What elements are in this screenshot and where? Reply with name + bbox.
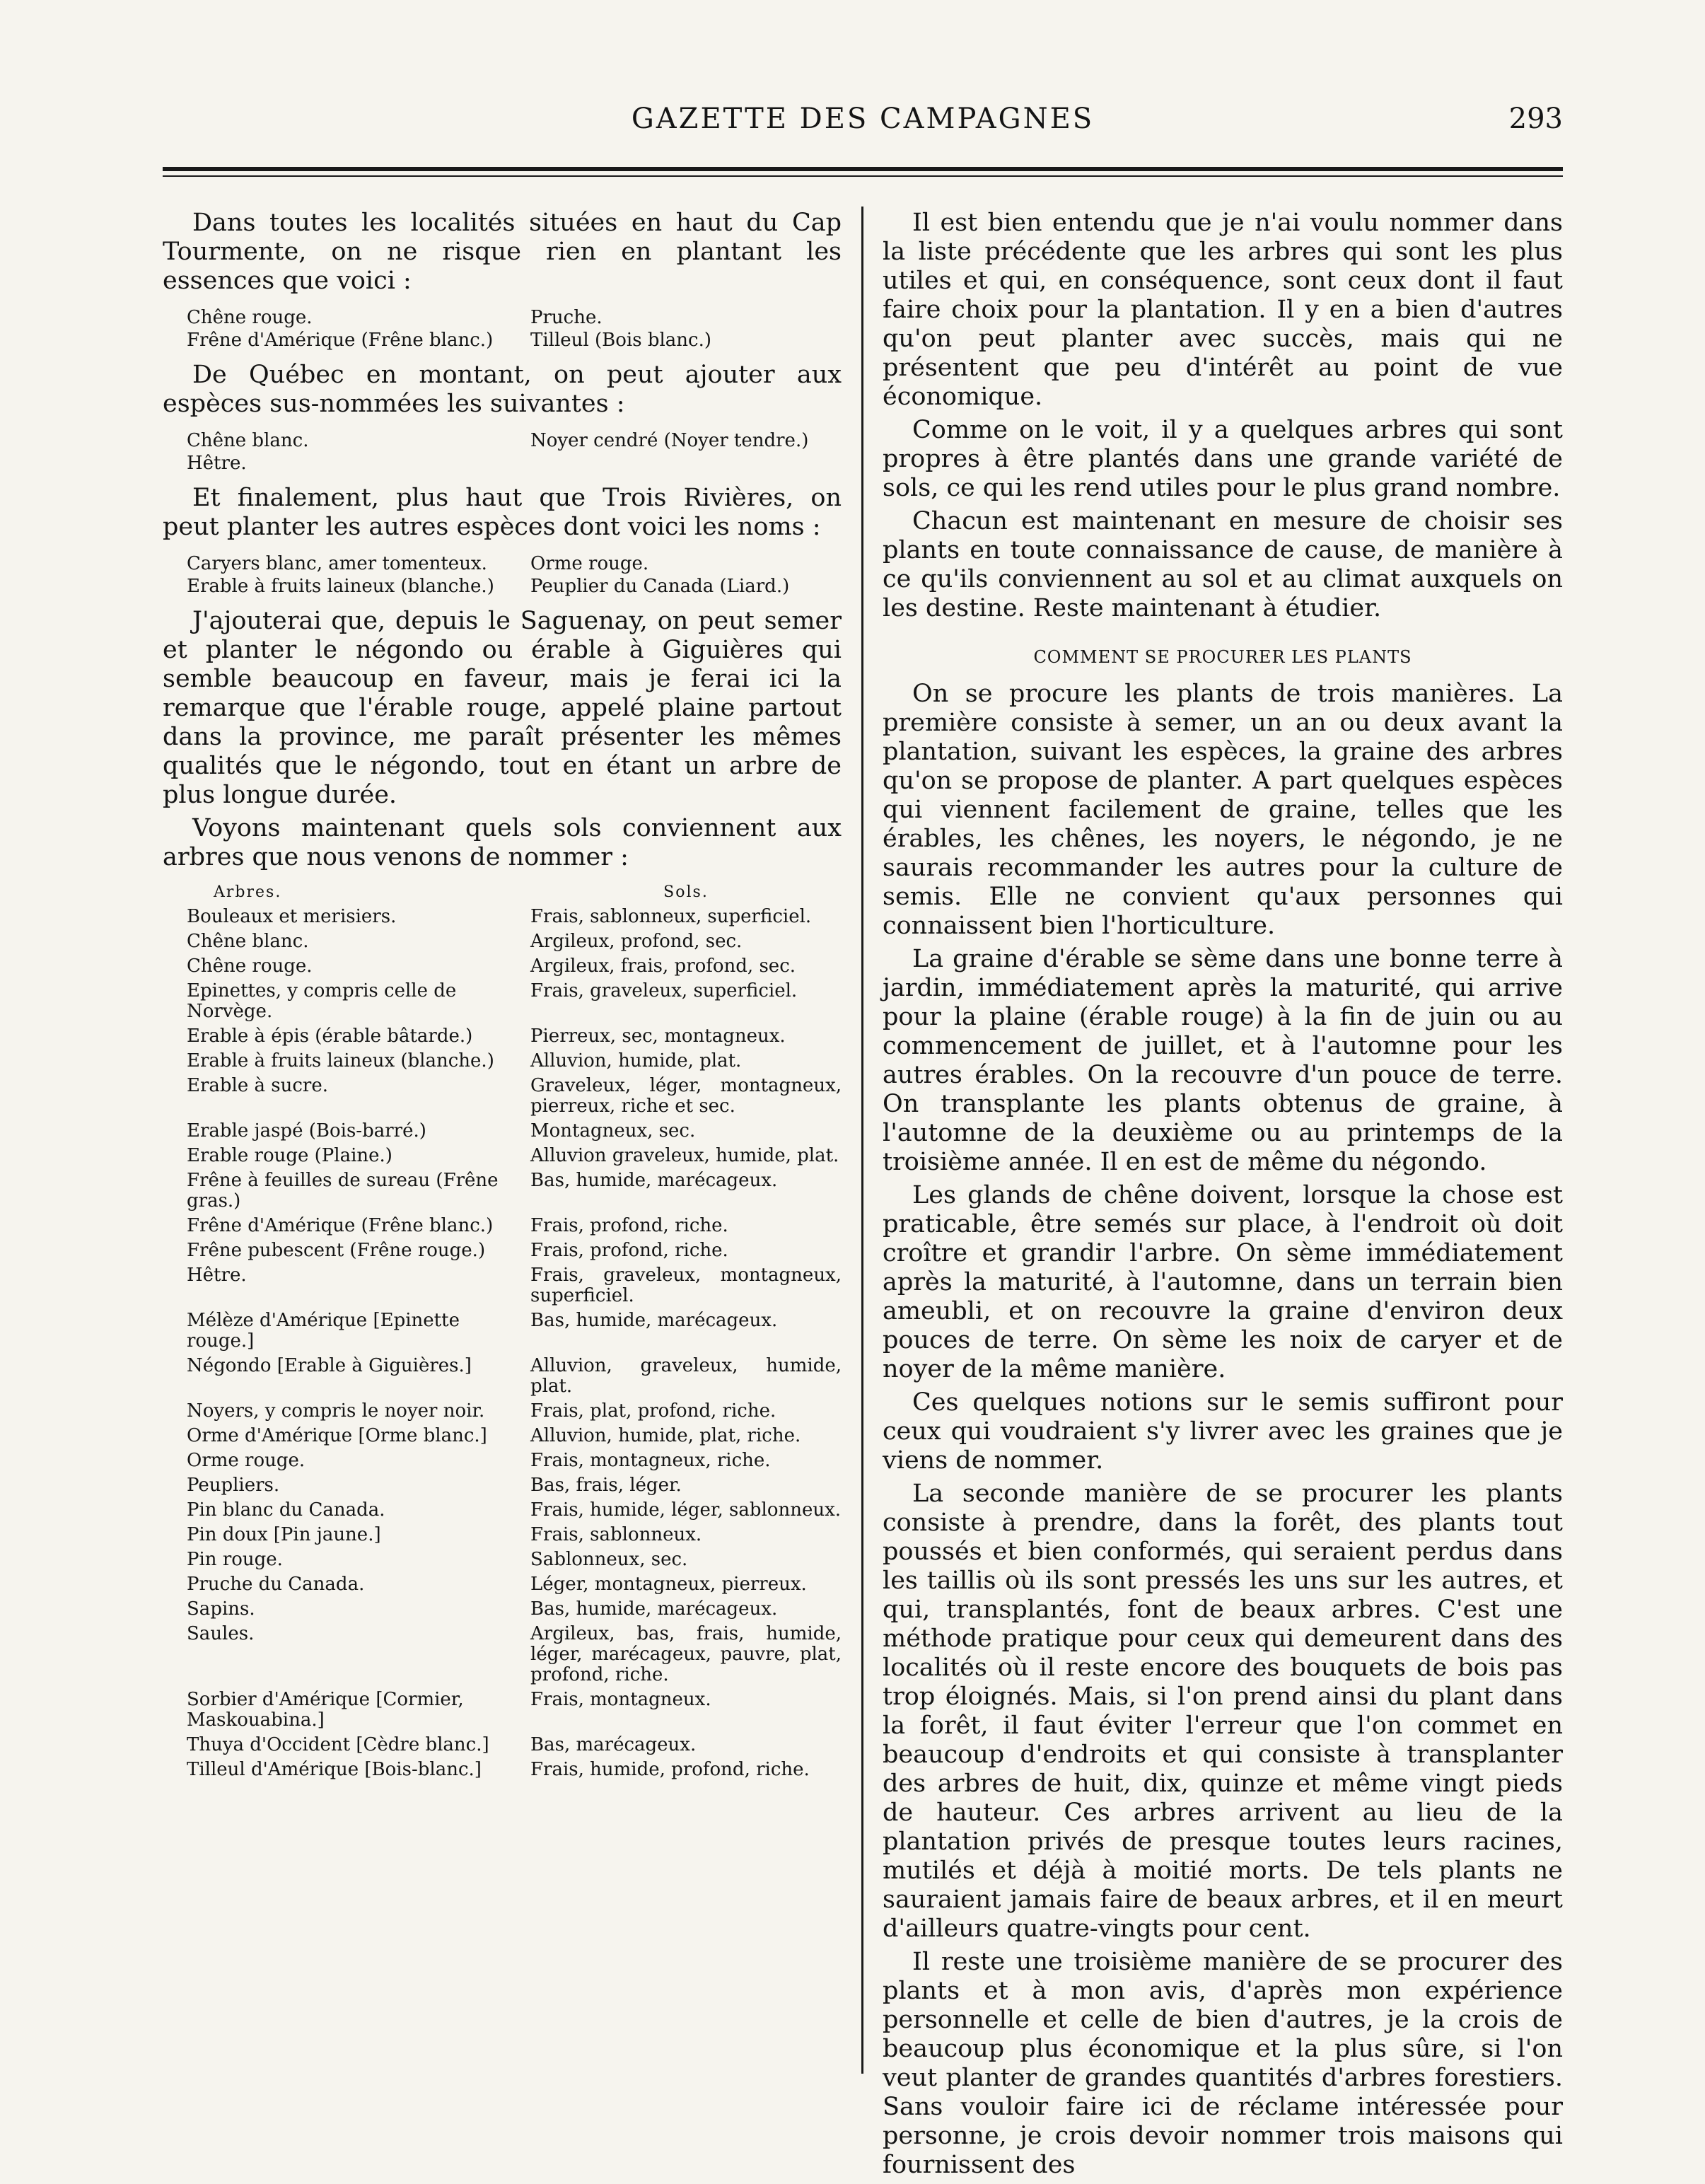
paragraph: Il est bien entendu que je n'ai voulu nommer dans la liste précédente que les arbres qui sont les plus utiles et qui, en conséquence, sont ceux dont il faut faire choix pour la plantation. Il y en a bien d'autres qu'on peut planter avec succès, mais qui ne présentent que peu d'intérêt au point de vue économique. <box>883 209 1563 411</box>
soil-cell: Frais, sablonneux, superficiel. <box>530 906 812 927</box>
right-column <box>883 209 1563 2184</box>
table-row <box>163 1550 842 1570</box>
soil-cell: Argileux, profond, sec. <box>530 931 743 952</box>
table-row <box>163 1026 842 1047</box>
column-header-soils: Sols. <box>663 883 709 901</box>
list-item: Erable à fruits laineux (blanche.) Peuplier du Canada (Liard.) <box>187 576 790 597</box>
tree-name-cell: Chêne blanc. <box>187 931 309 952</box>
list-item: Hêtre. <box>187 453 247 474</box>
paragraph: Ces quelques notions sur le semis suffiront pour ceux qui voudraient s'y livrer avec les graines que je viens de nommer. <box>883 1388 1563 1475</box>
soil-cell: Argileux, frais, profond, sec. <box>530 956 796 977</box>
tree-name-cell: Chêne rouge. <box>187 956 313 977</box>
tree-name-cell: Orme rouge. <box>187 1450 305 1471</box>
table-row <box>163 1216 842 1236</box>
table-row <box>163 1690 842 1731</box>
soil-cell: Bas, humide, marécageux. <box>530 1170 778 1191</box>
tree-name-cell: Frêne d'Amérique (Frêne blanc.) <box>187 1215 494 1236</box>
table-row <box>163 1265 842 1306</box>
page-header <box>163 103 1563 145</box>
paragraph: La seconde manière de se procurer les plants consiste à prendre, dans la forêt, des plants tout poussés et bien conformés, qui seraient perdus dans les taillis où ils sont pressés les uns sur les autres, et qui, transplantés, font de beaux arbres. C'est une méthode pratique pour ceux qui demeurent dans des localités où il reste encore des bouquets de bois pas trop éloignés. Mais, si l'on prend ainsi du plant dans la forêt, il faut éviter l'erreur que l'on commet en beaucoup d'endroits et qui consiste à transplanter des arbres de huit, dix, quinze et même vingt pieds de hauteur. Ces arbres arrivent au lieu de la plantation privés de presque toutes leurs racines, mutilés et déjà à moitié morts. De tels plants ne sauraient jamais faire de beaux arbres, et il en meurt d'ailleurs quatre-vingts pour cent. <box>883 1480 1563 1943</box>
soil-cell: Alluvion, humide, plat. <box>530 1050 742 1071</box>
table-row <box>163 1500 842 1521</box>
table-row <box>163 1241 842 1261</box>
soil-cell: Alluvion graveleux, humide, plat. <box>530 1145 839 1166</box>
soil-cell: Frais, profond, riche. <box>530 1215 728 1236</box>
table-row <box>163 1311 842 1352</box>
paragraph: J'ajouterai que, depuis le Saguenay, on peut semer et planter le négondo ou érable à Giguières qui semble beaucoup en faveur, mais je ferai ici la remarque que l'érable rouge, appelé plaine partout dans la province, me paraît présenter les mêmes qualités que le négondo, tout en étant un arbre de plus longue durée. <box>163 607 842 809</box>
table-row <box>163 1356 842 1397</box>
soil-cell: Alluvion, humide, plat, riche. <box>530 1425 801 1446</box>
table-row <box>163 931 842 952</box>
tree-name-cell: Sapins. <box>187 1598 255 1620</box>
species-list-2 <box>163 430 842 474</box>
tree-name-cell: Erable à fruits laineux (blanche.) <box>187 1050 494 1071</box>
table-row <box>163 1121 842 1142</box>
soil-cell: Frais, profond, riche. <box>530 1240 728 1261</box>
soil-cell: Montagneux, sec. <box>530 1120 696 1142</box>
paragraph: Voyons maintenant quels sols conviennent aux arbres que nous venons de nommer : <box>163 814 842 871</box>
section-heading: COMMENT SE PROCURER LES PLANTS <box>1033 647 1412 667</box>
tree-name-cell: Frêne à feuilles de sureau (Frêne gras.) <box>187 1170 499 1212</box>
tree-name-cell: Orme d'Amérique [Orme blanc.] <box>187 1425 487 1446</box>
table-row <box>163 1146 842 1166</box>
table-row <box>163 1574 842 1595</box>
tree-name-cell: Mélèze d'Amérique [Epinette rouge.] <box>187 1310 460 1352</box>
soil-cell: Frais, sablonneux. <box>530 1524 702 1545</box>
tree-name-cell: Hêtre. <box>187 1265 247 1286</box>
tree-name-cell: Erable jaspé (Bois-barré.) <box>187 1120 426 1142</box>
table-row <box>163 1451 842 1471</box>
table-row <box>163 1760 842 1780</box>
table-row <box>163 1426 842 1446</box>
tree-name-cell: Noyers, y compris le noyer noir. <box>187 1400 485 1422</box>
tree-name-cell: Erable à sucre. <box>187 1075 329 1096</box>
tree-name-cell: Négondo [Erable à Giguières.] <box>187 1355 472 1376</box>
soil-cell: Frais, montagneux. <box>530 1689 711 1710</box>
table-row <box>163 1051 842 1071</box>
publication-title: GAZETTE DES CAMPAGNES <box>631 103 1095 135</box>
table-header <box>163 882 842 902</box>
list-item: Chêne rouge. Pruche. <box>187 307 603 328</box>
table-row <box>163 1599 842 1620</box>
table-row <box>163 956 842 977</box>
table-row <box>163 1735 842 1755</box>
tree-name-cell: Pin doux [Pin jaune.] <box>187 1524 381 1545</box>
paragraph: De Québec en montant, on peut ajouter aux espèces sus-nommées les suivantes : <box>163 361 842 418</box>
soil-cell: Argileux, bas, frais, humide, léger, marécageux, pauvre, plat, profond, riche. <box>530 1623 842 1685</box>
soil-cell: Frais, graveleux, superficiel. <box>530 980 798 1001</box>
table-row <box>163 1525 842 1545</box>
paragraph: Les glands de chêne doivent, lorsque la chose est praticable, être semés sur place, à l'endroit où doit croître et grandir l'arbre. On sème immédiatement après la maturité, à l'automne, dans un terrain bien ameubli, et on recouvre la graine d'environ deux pouces de terre. On sème les noix de caryer et de noyer de la même manière. <box>883 1181 1563 1383</box>
table-row <box>163 1401 842 1422</box>
tree-name-cell: Erable à épis (érable bâtarde.) <box>187 1026 473 1047</box>
table-body <box>163 907 842 1780</box>
left-column <box>163 209 842 1784</box>
column-divider <box>861 207 863 2074</box>
soil-cell: Frais, plat, profond, riche. <box>530 1400 776 1422</box>
tree-name-cell: Epinettes, y compris celle de Norvège. <box>187 980 457 1022</box>
soil-cell: Pierreux, sec, montagneux. <box>530 1026 786 1047</box>
list-item: Caryers blanc, amer tomenteux. Orme rouge. <box>187 553 649 574</box>
tree-name-cell: Sorbier d'Amérique [Cormier, Maskouabina.] <box>187 1689 464 1731</box>
page-number: 293 <box>1508 103 1563 135</box>
soil-cell: Frais, graveleux, montagneux, superficiel. <box>530 1265 842 1306</box>
tree-name-cell: Frêne pubescent (Frêne rouge.) <box>187 1240 486 1261</box>
header-rule-thick <box>163 167 1563 171</box>
soil-cell: Bas, humide, marécageux. <box>530 1598 778 1620</box>
table-row <box>163 1624 842 1685</box>
tree-name-cell: Thuya d'Occident [Cèdre blanc.] <box>187 1734 489 1755</box>
tree-name-cell: Tilleul d'Amérique [Bois-blanc.] <box>187 1759 482 1780</box>
header-rule-thin <box>163 175 1563 177</box>
paragraph: Il reste une troisième manière de se procurer des plants et à mon avis, d'après mon expérience personnelle et celle de bien d'autres, je la crois de beaucoup plus économique et la plus sûre, si l'on veut planter de grandes quantités d'arbres forestiers. Sans vouloir faire ici de réclame intéressée pour personne, je crois devoir nommer trois maisons qui fournissent des <box>883 1948 1563 2179</box>
tree-name-cell: Pin rouge. <box>187 1549 283 1570</box>
list-item: Frêne d'Amérique (Frêne blanc.) Tilleul (Bois blanc.) <box>187 330 712 351</box>
soil-cell: Frais, humide, léger, sablonneux. <box>530 1499 842 1521</box>
soil-cell: Frais, montagneux, riche. <box>530 1450 771 1471</box>
table-row <box>163 1475 842 1496</box>
tree-name-cell: Pin blanc du Canada. <box>187 1499 385 1521</box>
table-row <box>163 907 842 927</box>
table-row <box>163 981 842 1022</box>
paragraph: Chacun est maintenant en mesure de choisir ses plants en toute connaissance de cause, de manière à ce qu'ils conviennent au sol et au climat auxquels on les destine. Reste maintenant à étudier. <box>883 507 1563 622</box>
table-row <box>163 1076 842 1117</box>
column-header-trees: Arbres. <box>214 883 282 901</box>
soil-cell: Bas, frais, léger. <box>530 1475 682 1496</box>
species-list-1 <box>163 307 842 351</box>
paragraph: Et finalement, plus haut que Trois Rivières, on peut planter les autres espèces dont voici les noms : <box>163 484 842 541</box>
list-item: Chêne blanc. Noyer cendré (Noyer tendre.) <box>187 430 809 451</box>
soil-cell: Frais, humide, profond, riche. <box>530 1759 810 1780</box>
soil-cell: Bas, marécageux. <box>530 1734 697 1755</box>
tree-name-cell: Pruche du Canada. <box>187 1574 365 1595</box>
paragraph: Comme on le voit, il y a quelques arbres qui sont propres à être plantés dans une grande variété de sols, ce qui les rend utiles pour le plus grand nombre. <box>883 416 1563 502</box>
tree-name-cell: Peupliers. <box>187 1475 280 1496</box>
tree-name-cell: Saules. <box>187 1623 255 1644</box>
paragraph: La graine d'érable se sème dans une bonne terre à jardin, immédiatement après la maturité, qui arrive pour la plaine (érable rouge) à la fin de juin ou au commencement de juillet, et à l'automne pour les autres érables. On la recouvre d'un pouce de terre. On transplante les plants obtenus de graine, à l'automne de la deuxième ou au printemps de la troisième année. Il en est de même du négondo. <box>883 945 1563 1176</box>
soil-cell: Graveleux, léger, montagneux, pierreux, riche et sec. <box>530 1075 842 1117</box>
paragraph: On se procure les plants de trois manières. La première consiste à semer, un an ou deux avant la plantation, suivant les espèces, la graine des arbres qu'on se propose de planter. A part quelques espèces qui viennent facilement de graine, telles que les érables, les chênes, les noyers, le négondo, je ne saurais recommander les autres pour la culture de semis. Elle ne convient qu'aux personnes qui connaissent bien l'horticulture. <box>883 680 1563 940</box>
table-row <box>163 1171 842 1212</box>
tree-name-cell: Bouleaux et merisiers. <box>187 906 397 927</box>
soil-cell: Léger, montagneux, pierreux. <box>530 1574 807 1595</box>
paragraph: Dans toutes les localités situées en haut du Cap Tourmente, on ne risque rien en plantant les essences que voici : <box>163 209 842 295</box>
trees-soils-table <box>163 882 842 1780</box>
soil-cell: Bas, humide, marécageux. <box>530 1310 778 1331</box>
tree-name-cell: Erable rouge (Plaine.) <box>187 1145 392 1166</box>
soil-cell: Sablonneux, sec. <box>530 1549 688 1570</box>
species-list-3 <box>163 553 842 597</box>
soil-cell: Alluvion, graveleux, humide, plat. <box>530 1355 842 1397</box>
